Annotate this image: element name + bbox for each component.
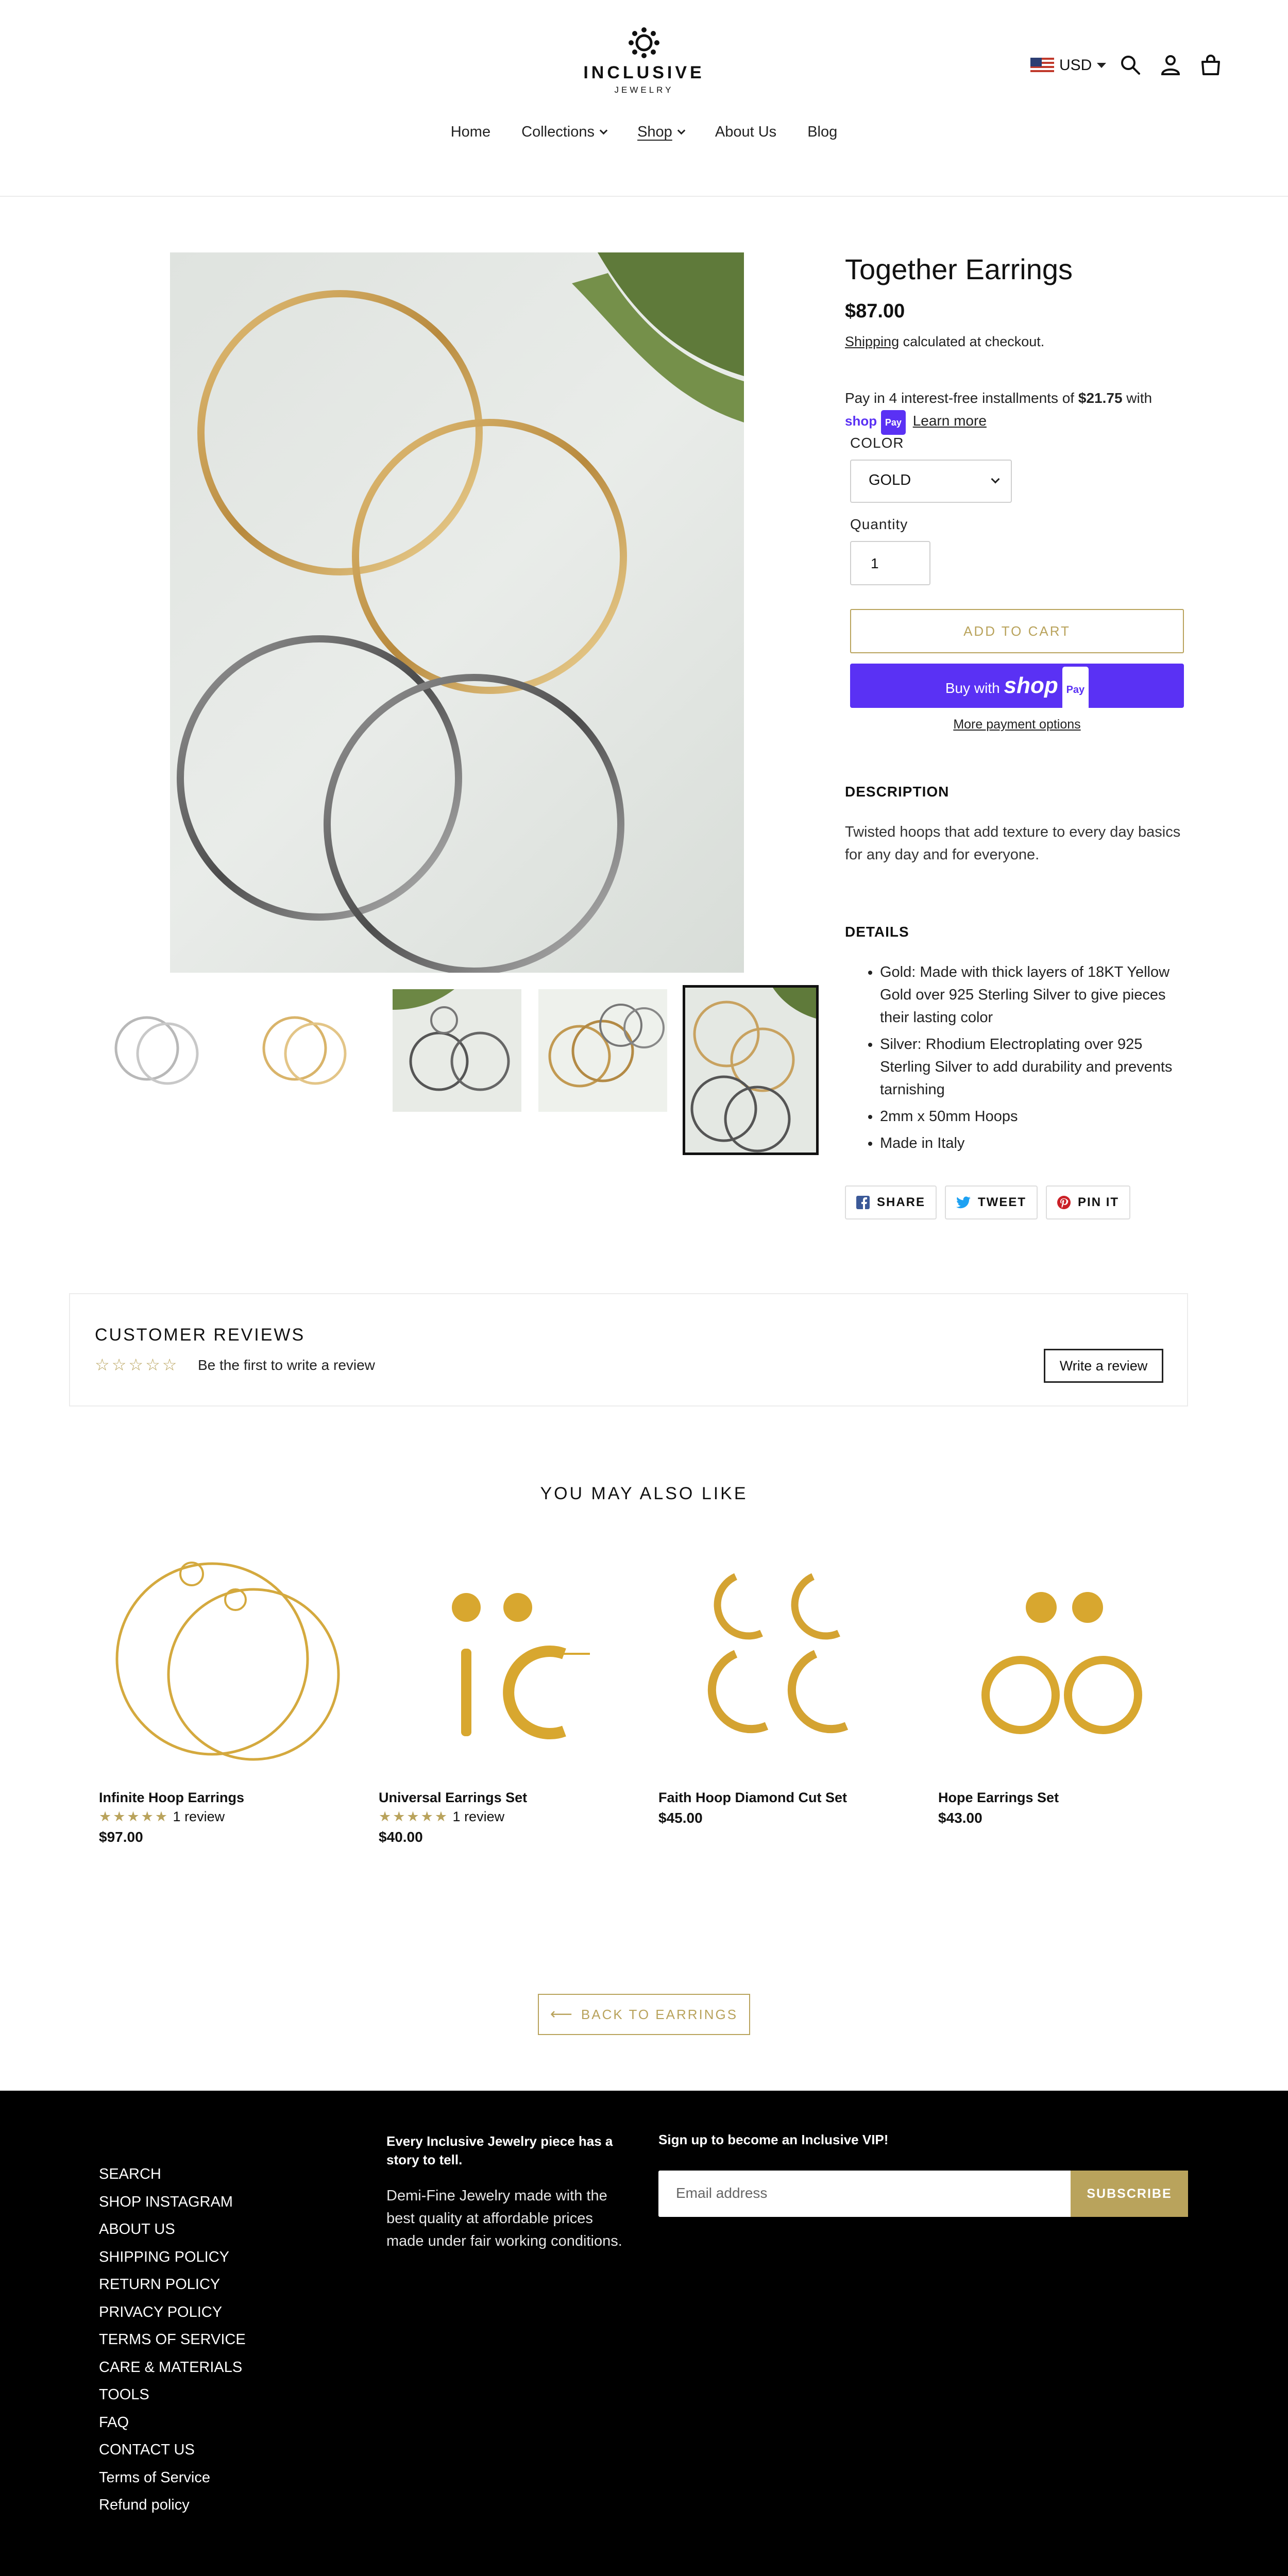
- product-card-name[interactable]: Faith Hoop Diamond Cut Set: [658, 1790, 847, 1805]
- footer-story-title: Every Inclusive Jewelry piece has a story to tell.: [386, 2133, 613, 2167]
- rating-stars: ★★★★★: [379, 1809, 449, 1824]
- site-logo[interactable]: [582, 26, 706, 103]
- product-card-name[interactable]: Hope Earrings Set: [938, 1790, 1059, 1805]
- logo-name: INCLUSIVE: [583, 63, 705, 82]
- infinite-hoop-image: [99, 1551, 351, 1777]
- email-input[interactable]: Email address: [658, 2171, 1071, 2217]
- product-card-price: $97.00: [99, 1829, 143, 1845]
- product-card-image[interactable]: [938, 1551, 1191, 1777]
- footer-link[interactable]: TERMS OF SERVICE: [99, 2331, 246, 2348]
- details-item: • 2mm x 50mm Hoops: [880, 1105, 1195, 1128]
- faith-hoop-set-image: [658, 1551, 911, 1777]
- more-payment-options-link[interactable]: More payment options: [953, 717, 1081, 732]
- nav-home[interactable]: Home: [450, 124, 491, 140]
- learn-more-link[interactable]: Learn more: [912, 413, 987, 429]
- product-card-image[interactable]: [658, 1551, 911, 1777]
- newsletter-signup: [658, 2132, 1189, 2217]
- hoops-photo: [170, 252, 744, 973]
- product-card-name[interactable]: Universal Earrings Set: [379, 1790, 528, 1805]
- shipping-note: [845, 334, 1195, 350]
- installments-amount: $21.75: [1078, 390, 1123, 406]
- caret-down-icon: [1097, 63, 1106, 68]
- share-label: TWEET: [978, 1195, 1027, 1209]
- together-hoops-thumb: [685, 988, 816, 1153]
- main-nav: [0, 124, 1288, 141]
- pinterest-icon: [1057, 1196, 1071, 1209]
- thumbnail-3[interactable]: [393, 989, 521, 1112]
- product-main-image[interactable]: [170, 252, 744, 973]
- footer-link[interactable]: CARE & MATERIALS: [99, 2359, 243, 2376]
- details-item: • Silver: Rhodium Electroplating over 925 Sterling Silver to add durability and prevents tarnishing: [880, 1033, 1195, 1101]
- share-twitter-button[interactable]: [945, 1185, 1038, 1219]
- color-label: COLOR: [850, 435, 904, 451]
- universal-set-image: [379, 1551, 631, 1777]
- reviews-empty-text: Be the first to write a review: [198, 1357, 375, 1373]
- rating-count: 1 review: [452, 1809, 505, 1824]
- quantity-input[interactable]: 1: [850, 541, 930, 585]
- shop-logo-text: shop: [1004, 673, 1058, 698]
- shoppay-logo-word: shop: [845, 413, 877, 429]
- cart-icon[interactable]: [1199, 54, 1222, 76]
- thumbnail-5-selected[interactable]: [683, 985, 819, 1155]
- chevron-down-icon: [677, 127, 686, 135]
- installments-prefix: Pay in 4 interest-free installments of: [845, 390, 1078, 406]
- installments-suffix: with: [1122, 390, 1153, 406]
- product-card-rating: [379, 1809, 631, 1825]
- related-heading: YOU MAY ALSO LIKE: [540, 1484, 748, 1503]
- buy-with-label: Buy with: [945, 680, 1000, 696]
- color-select-value: GOLD: [869, 472, 911, 488]
- footer-link[interactable]: FAQ: [99, 2414, 129, 2431]
- thumbnail-4[interactable]: [538, 989, 667, 1112]
- hope-set-image: [938, 1551, 1191, 1777]
- quantity-label: Quantity: [850, 516, 908, 532]
- chevron-down-icon: [991, 475, 1000, 484]
- logo-sub: JEWELRY: [614, 85, 674, 95]
- thumbnail-2[interactable]: [238, 989, 367, 1112]
- footer-link[interactable]: SHOP INSTAGRAM: [99, 2193, 233, 2210]
- footer-link[interactable]: SHIPPING POLICY: [99, 2248, 230, 2265]
- product-card-price: $45.00: [658, 1810, 703, 1826]
- details-heading: DETAILS: [845, 924, 909, 940]
- shoppay-logo-badge: Pay: [881, 410, 906, 435]
- buy-with-shoppay-button[interactable]: [850, 664, 1184, 708]
- nav-about-us[interactable]: About Us: [715, 124, 777, 140]
- nav-collections[interactable]: Collections: [521, 124, 606, 141]
- nav-shop[interactable]: Shop: [637, 124, 684, 141]
- share-label: PIN IT: [1078, 1195, 1120, 1209]
- color-select[interactable]: [850, 460, 1012, 503]
- product-price: $87.00: [845, 300, 905, 322]
- product-card-name[interactable]: Infinite Hoop Earrings: [99, 1790, 245, 1805]
- site-footer: [0, 2091, 1288, 2576]
- signup-title: Sign up to become an Inclusive VIP!: [658, 2132, 889, 2147]
- facebook-icon: [856, 1196, 870, 1209]
- shipping-text: calculated at checkout.: [899, 334, 1045, 349]
- add-to-cart-button[interactable]: ADD TO CART: [850, 609, 1184, 653]
- nav-blog[interactable]: Blog: [807, 124, 838, 140]
- footer-story: [386, 2132, 629, 2252]
- details-list: [845, 961, 1195, 1155]
- product-card[interactable]: [658, 1551, 911, 1826]
- rating-count: 1 review: [173, 1809, 225, 1824]
- rating-stars: ★★★★★: [99, 1809, 170, 1824]
- footer-link[interactable]: ABOUT US: [99, 2221, 175, 2238]
- reviews-heading: CUSTOMER REVIEWS: [95, 1325, 306, 1345]
- arrow-left-icon: ⟵: [550, 2006, 574, 2023]
- currency-label: USD: [1059, 57, 1092, 74]
- silver-hoops-leaf-thumb: [393, 989, 521, 1112]
- product-card[interactable]: [938, 1551, 1191, 1826]
- description-heading: DESCRIPTION: [845, 784, 950, 800]
- description-text: Twisted hoops that add texture to every day basics for any day and for everyone.: [845, 824, 1181, 863]
- share-buttons: [845, 1185, 1195, 1219]
- thumbnail-1[interactable]: [93, 989, 222, 1112]
- silver-hoops-thumb: [93, 989, 222, 1112]
- product-card[interactable]: [99, 1551, 351, 1845]
- subscribe-button[interactable]: SUBSCRIBE: [1071, 2171, 1188, 2217]
- product-card-price: $40.00: [379, 1829, 423, 1845]
- product-card-image[interactable]: [379, 1551, 631, 1777]
- product-card[interactable]: [379, 1551, 631, 1845]
- footer-story-text: Demi-Fine Jewelry made with the best quality at affordable prices made under fair working conditions.: [386, 2188, 622, 2249]
- share-pinterest-button[interactable]: [1046, 1185, 1130, 1219]
- shipping-link[interactable]: Shipping: [845, 334, 900, 349]
- empty-stars-rating: ☆☆☆☆☆: [95, 1355, 179, 1374]
- chevron-down-icon: [600, 127, 608, 135]
- search-icon[interactable]: [1119, 54, 1142, 76]
- pay-logo-badge: Pay: [1062, 667, 1089, 713]
- share-label: SHARE: [877, 1195, 926, 1209]
- customer-reviews: [69, 1293, 1188, 1406]
- share-facebook-button[interactable]: [845, 1185, 937, 1219]
- product-info: [845, 252, 1195, 1219]
- footer-link[interactable]: TOOLS: [99, 2386, 149, 2403]
- footer-link[interactable]: PRIVACY POLICY: [99, 2303, 223, 2320]
- product-card-price: $43.00: [938, 1810, 982, 1826]
- product-card-rating: [99, 1809, 351, 1825]
- footer-link[interactable]: CONTACT US: [99, 2442, 195, 2458]
- twitter-icon: [956, 1196, 971, 1209]
- us-flag-icon: [1030, 58, 1054, 73]
- shoppay-installments: [845, 387, 1195, 435]
- back-label: BACK TO EARRINGS: [581, 2007, 738, 2022]
- account-icon[interactable]: [1159, 54, 1182, 76]
- gold-hoops-thumb: [238, 989, 367, 1112]
- mixed-hoops-thumb: [538, 989, 667, 1112]
- back-to-earrings-button[interactable]: [538, 1994, 750, 2035]
- write-review-button[interactable]: Write a review: [1044, 1349, 1163, 1383]
- product-card-image[interactable]: [99, 1551, 351, 1777]
- site-header: [0, 0, 1288, 197]
- details-item: • Made in Italy: [880, 1132, 1195, 1155]
- details-item: • Gold: Made with thick layers of 18KT Yellow Gold over 925 Sterling Silver to give pieces their lasting color: [880, 961, 1195, 1029]
- product-title: Together Earrings: [845, 253, 1073, 285]
- footer-links: [99, 2161, 246, 2519]
- logo-mark-icon: [627, 26, 661, 60]
- footer-link[interactable]: SEARCH: [99, 2166, 161, 2182]
- footer-link[interactable]: Terms of Service: [99, 2469, 210, 2486]
- footer-link[interactable]: RETURN POLICY: [99, 2276, 221, 2293]
- currency-selector[interactable]: [1030, 57, 1106, 74]
- footer-link[interactable]: Refund policy: [99, 2497, 190, 2513]
